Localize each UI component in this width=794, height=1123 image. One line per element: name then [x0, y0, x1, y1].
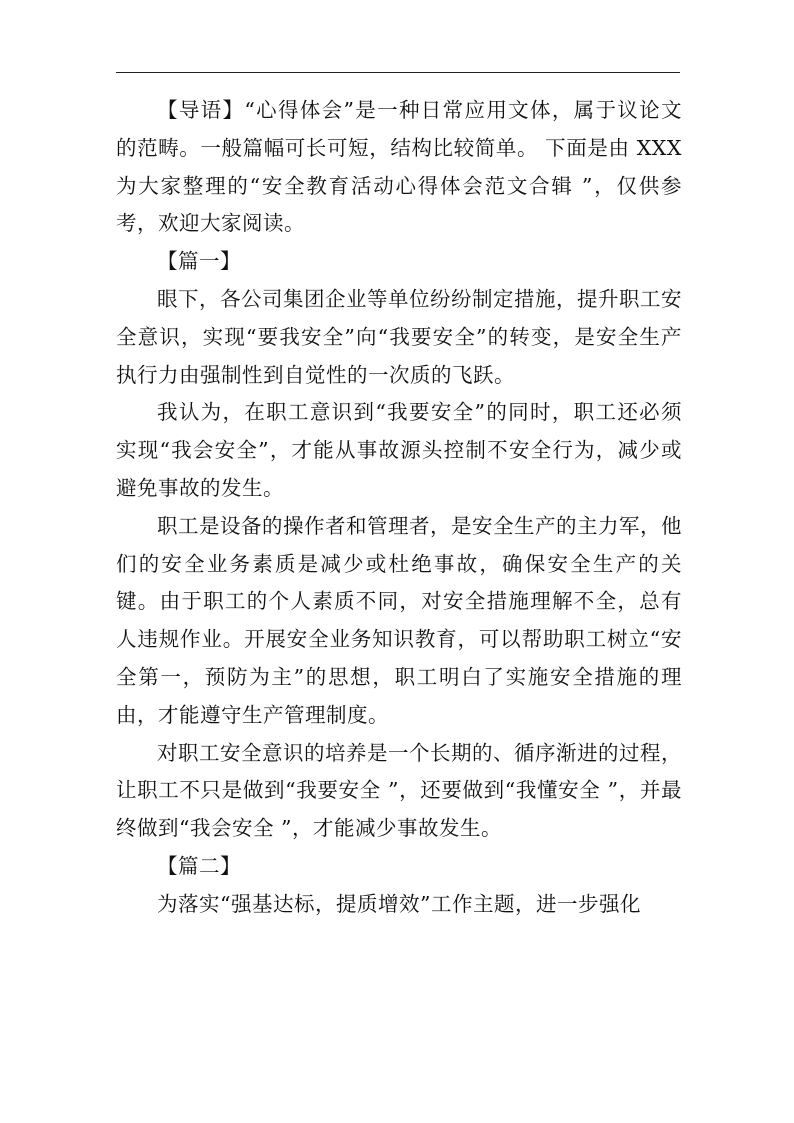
section1-paragraph-4: 对职工安全意识的培养是一个长期的、循序渐进的过程，让职工不只是做到“我要安全 ”，还要做到“我懂安全 ”，并最终做到“我会安全 ”，才能减少事故发生。 — [116, 740, 682, 841]
section1-heading: 【篇一】 — [157, 249, 241, 274]
section1-paragraph-1: 眼下，各公司集团企业等单位纷纷制定措施，提升职工安全意识，实现“要我安全”向“我要安全”的转变，是安全生产执行力由强制性到自觉性的一次质的飞跃。 — [116, 286, 682, 387]
document-body — [116, 92, 682, 924]
section1-paragraph-3: 职工是设备的操作者和管理者，是安全生产的主力军，他们的安全业务素质是减少或杜绝事故，确保安全生产的关键。由于职工的个人素质不同，对安全措施理解不全，总有人违规作业。开展安全业务知识教育，可以帮助职工树立“安全第一，预防为主”的思想，职工明白了实施安全措施的理由，才能遵守生产管理制度。 — [116, 513, 682, 727]
section2-paragraph-1: 为落实“强基达标，提质增效”工作主题，进一步强化 — [157, 891, 641, 916]
section2-heading: 【篇二】 — [157, 853, 241, 878]
section1-paragraph-2: 我认为，在职工意识到“我要安全”的同时，职工还必须实现“我会安全”，才能从事故源头控制不安全行为，减少或避免事故的发生。 — [116, 400, 682, 500]
header-rule — [116, 72, 680, 73]
intro-paragraph: 【导语】“心得体会”是一种日常应用文体，属于议论文的范畴。一般篇幅可长可短，结构比较简单。 下面是由 XXX为大家整理的“安全教育活动心得体会范文合辑 ”，仅供参考，欢迎大家阅读。 — [116, 98, 682, 236]
